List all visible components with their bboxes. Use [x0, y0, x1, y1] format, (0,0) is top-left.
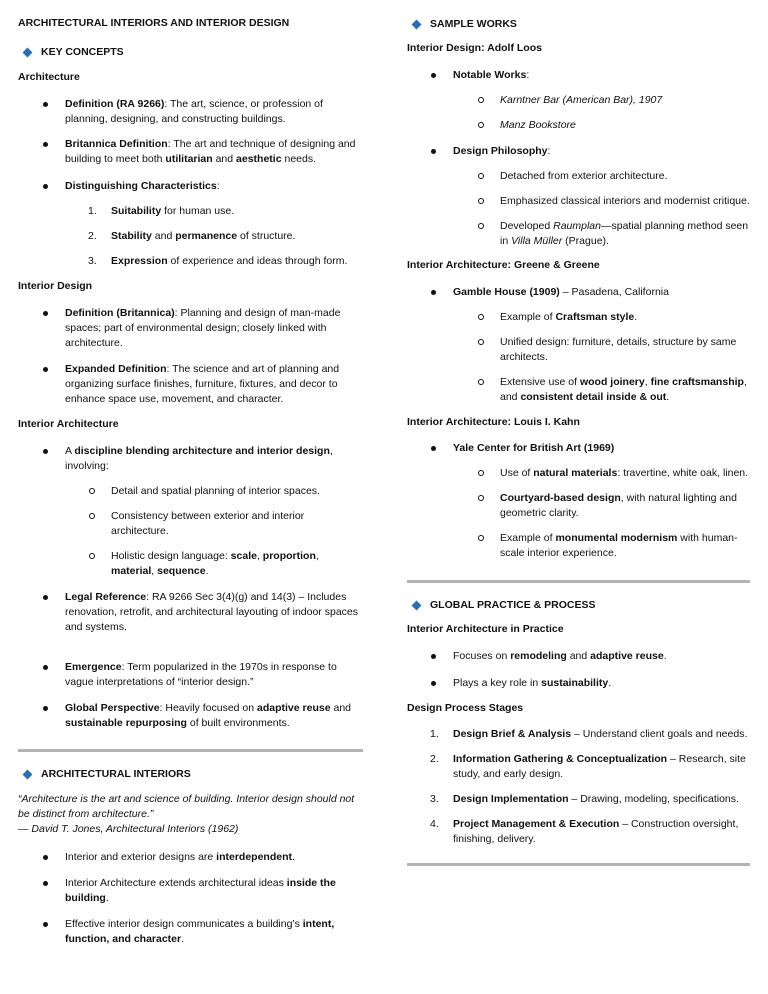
subheading-kahn: Interior Architecture: Louis I. Kahn: [407, 416, 580, 428]
subheading-architecture: Architecture: [18, 71, 80, 83]
circle-bullet-icon: [89, 553, 95, 559]
sub-list-item: [18, 484, 363, 499]
term: Legal Reference: [65, 591, 147, 603]
list-item: [18, 850, 363, 865]
quote: “Architecture is the art and science of building. Interior design should not be distinct from architecture.”: [18, 793, 355, 820]
text: : The art and technique of designing and building to meet both: [65, 138, 356, 165]
subheading-greene: Interior Architecture: Greene & Greene: [407, 259, 600, 271]
list-item: [18, 306, 363, 351]
text: : The art, science, or profession of planning, designing, and constructing buildings.: [65, 98, 323, 125]
text: ,: [644, 376, 651, 388]
section-heading: SAMPLE WORKS: [430, 18, 517, 30]
text: .: [608, 677, 612, 689]
text: Detached from exterior architecture.: [500, 170, 668, 182]
list-item: [18, 876, 363, 906]
circle-bullet-icon: [478, 314, 484, 320]
bullet-icon: [43, 142, 48, 147]
subheading-process: Design Process Stages: [407, 702, 524, 714]
diamond-bullet-icon: [23, 48, 33, 58]
text: , with natural lighting and geometric clarity.: [500, 492, 737, 519]
section-key-concepts: [18, 45, 363, 60]
text: .: [105, 892, 109, 904]
emphasis: Villa Müller: [511, 235, 563, 247]
circle-bullet-icon: [89, 488, 95, 494]
text: of structure.: [237, 230, 296, 242]
list-item: [407, 676, 750, 691]
text: – Understand client goals and needs.: [571, 728, 748, 740]
emphasis: Stability: [111, 230, 152, 242]
text: Extensive use of: [500, 376, 580, 388]
emphasis: consistent detail inside & out: [520, 391, 667, 403]
emphasis: remodeling: [510, 650, 567, 662]
text: Effective interior design communicates a building’s: [65, 918, 303, 930]
circle-bullet-icon: [478, 535, 484, 541]
emphasis: inside the building: [65, 877, 336, 904]
numbered-item: [407, 817, 750, 847]
text: Unified design: furniture, details, structure by same architects.: [500, 336, 737, 363]
text: .: [205, 565, 209, 577]
list-item: [407, 144, 750, 159]
bullet-icon: [43, 102, 48, 107]
section-heading: ARCHITECTURAL INTERIORS: [41, 768, 191, 780]
text: Holistic design language:: [111, 550, 231, 562]
emphasis: proportion: [262, 550, 316, 562]
text: : Heavily focused on: [159, 702, 258, 714]
list-item: [18, 917, 363, 947]
text: (Prague).: [562, 235, 609, 247]
emphasis: intent, function, and character: [65, 918, 335, 945]
emphasis: Expression: [111, 255, 168, 267]
list-item: [18, 179, 363, 194]
term: Distinguishing Characteristics: [65, 180, 217, 192]
sub-list-item: [407, 531, 750, 561]
bullet-icon: [43, 881, 48, 886]
number: 3.: [430, 793, 439, 805]
number: 3.: [88, 255, 97, 267]
emphasis: sustainability: [541, 677, 609, 689]
emphasis: interdependent: [216, 851, 293, 863]
subheading-loos: Interior Design: Adolf Loos: [407, 42, 542, 54]
subheading-interior-design: Interior Design: [18, 280, 93, 292]
text: : RA 9266 Sec 3(4)(g) and 14(3) – Includes renovation, retrofit, and architectural layouting of indoor spaces and systems.: [65, 591, 359, 633]
text: and: [566, 650, 591, 662]
section-sample-works: [407, 17, 750, 32]
bullet-icon: [43, 184, 48, 189]
emphasis: material: [111, 565, 152, 577]
emphasis: permanence: [175, 230, 238, 242]
bullet-icon: [431, 149, 436, 154]
number: 2.: [88, 230, 97, 242]
emphasis: Craftsman style: [555, 311, 635, 323]
text: for human use.: [161, 205, 235, 217]
list-item: [18, 590, 363, 635]
emphasis: sequence: [157, 565, 206, 577]
emphasis: sustainable repurposing: [65, 717, 187, 729]
text: : Planning and design of man-made spaces; part of environmental design; closely linked with architecture.: [65, 307, 341, 349]
section-architectural-interiors: [18, 767, 363, 782]
text: :: [547, 145, 551, 157]
bullet-icon: [431, 446, 436, 451]
circle-bullet-icon: [478, 379, 484, 385]
emphasis: fine craftsmanship: [650, 376, 744, 388]
list-item: [407, 285, 750, 300]
text: ,: [256, 550, 263, 562]
bullet-icon: [431, 681, 436, 686]
text: :: [216, 180, 220, 192]
sub-list-item: [407, 118, 750, 133]
right-column: [407, 14, 750, 866]
text: , and: [500, 376, 747, 403]
list-item: [18, 137, 363, 167]
term: Britannica Definition: [65, 138, 168, 150]
text: and: [330, 702, 351, 714]
bullet-icon: [431, 290, 436, 295]
emphasis: Raumplan: [553, 220, 601, 232]
bullet-icon: [43, 311, 48, 316]
sub-list-item: [18, 549, 363, 579]
number: 1.: [430, 728, 439, 740]
bullet-icon: [43, 595, 48, 600]
text: Manz Bookstore: [500, 119, 576, 131]
emphasis: Project Management & Execution: [453, 818, 620, 830]
text: Interior and exterior designs are: [65, 851, 217, 863]
emphasis: monumental modernism: [555, 532, 678, 544]
text: Karntner Bar (American Bar), 1907: [500, 94, 663, 106]
subheading-interior-architecture: Interior Architecture: [18, 418, 119, 430]
text: .: [666, 391, 670, 403]
emphasis: natural materials: [533, 467, 618, 479]
text: : travertine, white oak, linen.: [617, 467, 749, 479]
text: – Pasadena, California: [559, 286, 669, 298]
circle-bullet-icon: [478, 495, 484, 501]
emphasis: Design Implementation: [453, 793, 569, 805]
quote-attribution: — David T. Jones, Architectural Interiors (1962): [18, 823, 239, 835]
circle-bullet-icon: [478, 97, 484, 103]
text: – Construction oversight, finishing, delivery.: [453, 818, 739, 845]
text: : Term popularized in the 1970s in response to vague interpretations of “interior design.”: [65, 661, 337, 688]
numbered-item: [18, 254, 363, 269]
list-item: [18, 701, 363, 731]
text: Developed: [500, 220, 554, 232]
text: .: [634, 311, 638, 323]
numbered-item: [407, 792, 750, 807]
bullet-icon: [43, 855, 48, 860]
text: —spatial planning method seen in: [500, 220, 749, 247]
text: ,: [151, 565, 158, 577]
list-item: [407, 441, 750, 456]
emphasis: aesthetic: [236, 153, 282, 165]
sub-list-item: [407, 335, 750, 365]
section-heading: KEY CONCEPTS: [41, 46, 124, 58]
term: Global Perspective: [65, 702, 160, 714]
sub-list-item: [407, 169, 750, 184]
numbered-item: [18, 204, 363, 219]
text: Consistency between exterior and interior architecture.: [111, 510, 305, 537]
circle-bullet-icon: [478, 198, 484, 204]
list-item: [18, 444, 363, 474]
text: Example of: [500, 532, 556, 544]
numbered-item: [18, 229, 363, 244]
diamond-bullet-icon: [412, 601, 422, 611]
list-item: [18, 97, 363, 127]
circle-bullet-icon: [478, 223, 484, 229]
term: Expanded Definition: [65, 363, 167, 375]
text: Focuses on: [453, 650, 511, 662]
text: : The science and art of planning and organizing surface finishes, furniture, fixtures, and decor to enhance space use, movement, and character.: [65, 363, 340, 405]
text: needs.: [281, 153, 317, 165]
number: 4.: [430, 818, 439, 830]
text: Emphasized classical interiors and modernist critique.: [500, 195, 750, 207]
text: :: [526, 69, 530, 81]
section-divider: [407, 863, 750, 866]
number: 2.: [430, 753, 439, 765]
text: , involving:: [65, 445, 333, 472]
emphasis: Suitability: [111, 205, 162, 217]
term: Notable Works: [453, 69, 527, 81]
term: Gamble House (1909): [453, 286, 560, 298]
text: Interior Architecture extends architectural ideas: [65, 877, 287, 889]
text: ,: [315, 550, 319, 562]
sub-list-item: [407, 194, 750, 209]
list-item: [407, 68, 750, 83]
emphasis: adaptive reuse: [590, 650, 664, 662]
text: with human-scale interior experience.: [500, 532, 738, 559]
list-item: [18, 362, 363, 407]
emphasis: Courtyard-based design: [500, 492, 621, 504]
circle-bullet-icon: [478, 173, 484, 179]
circle-bullet-icon: [89, 513, 95, 519]
bullet-icon: [431, 654, 436, 659]
text: A: [65, 445, 75, 457]
circle-bullet-icon: [478, 339, 484, 345]
sub-list-item: [18, 509, 363, 539]
left-column: [18, 14, 363, 947]
term: Definition (Britannica): [65, 307, 175, 319]
text: .: [663, 650, 667, 662]
bullet-icon: [43, 706, 48, 711]
text: Detail and spatial planning of interior spaces.: [111, 485, 320, 497]
emphasis: scale: [230, 550, 257, 562]
emphasis: wood joinery: [579, 376, 645, 388]
bullet-icon: [43, 367, 48, 372]
sub-list-item: [407, 491, 750, 521]
text: Example of: [500, 311, 556, 323]
sub-list-item: [407, 375, 750, 405]
term: Emergence: [65, 661, 122, 673]
circle-bullet-icon: [478, 470, 484, 476]
bullet-icon: [43, 665, 48, 670]
diamond-bullet-icon: [23, 770, 33, 780]
numbered-item: [407, 727, 750, 742]
list-item: [407, 649, 750, 664]
sub-list-item: [407, 93, 750, 108]
text: Plays a key role in: [453, 677, 542, 689]
text: and: [151, 230, 176, 242]
text: of experience and ideas through form.: [167, 255, 348, 267]
sub-list-item: [407, 466, 750, 481]
section-global-practice: [407, 598, 750, 613]
sub-list-item: [407, 219, 750, 249]
text: – Research, site study, and early design.: [453, 753, 746, 780]
number: 1.: [88, 205, 97, 217]
text: – Drawing, modeling, specifications.: [568, 793, 739, 805]
emphasis: utilitarian: [165, 153, 213, 165]
emphasis: Design Brief & Analysis: [453, 728, 572, 740]
text: .: [292, 851, 295, 863]
section-heading: GLOBAL PRACTICE & PROCESS: [430, 599, 596, 611]
text: of built environments.: [186, 717, 290, 729]
subheading-practice: Interior Architecture in Practice: [407, 623, 564, 635]
diamond-bullet-icon: [412, 20, 422, 30]
text: Use of: [500, 467, 534, 479]
bullet-icon: [43, 922, 48, 927]
emphasis: Information Gathering & Conceptualization: [453, 753, 668, 765]
bullet-icon: [43, 449, 48, 454]
text: .: [181, 933, 185, 945]
list-item: [18, 660, 363, 690]
section-divider: [407, 580, 750, 583]
term: Definition (RA 9266): [65, 98, 165, 110]
term: Yale Center for British Art (1969): [453, 442, 615, 454]
sub-list-item: [407, 310, 750, 325]
text: and: [212, 153, 237, 165]
numbered-item: [407, 752, 750, 782]
emphasis: discipline blending architecture and interior design: [74, 445, 330, 457]
circle-bullet-icon: [478, 122, 484, 128]
bullet-icon: [431, 73, 436, 78]
emphasis: adaptive reuse: [257, 702, 331, 714]
section-divider: [18, 749, 363, 752]
term: Design Philosophy: [453, 145, 548, 157]
document-title: ARCHITECTURAL INTERIORS AND INTERIOR DESIGN: [18, 17, 290, 29]
